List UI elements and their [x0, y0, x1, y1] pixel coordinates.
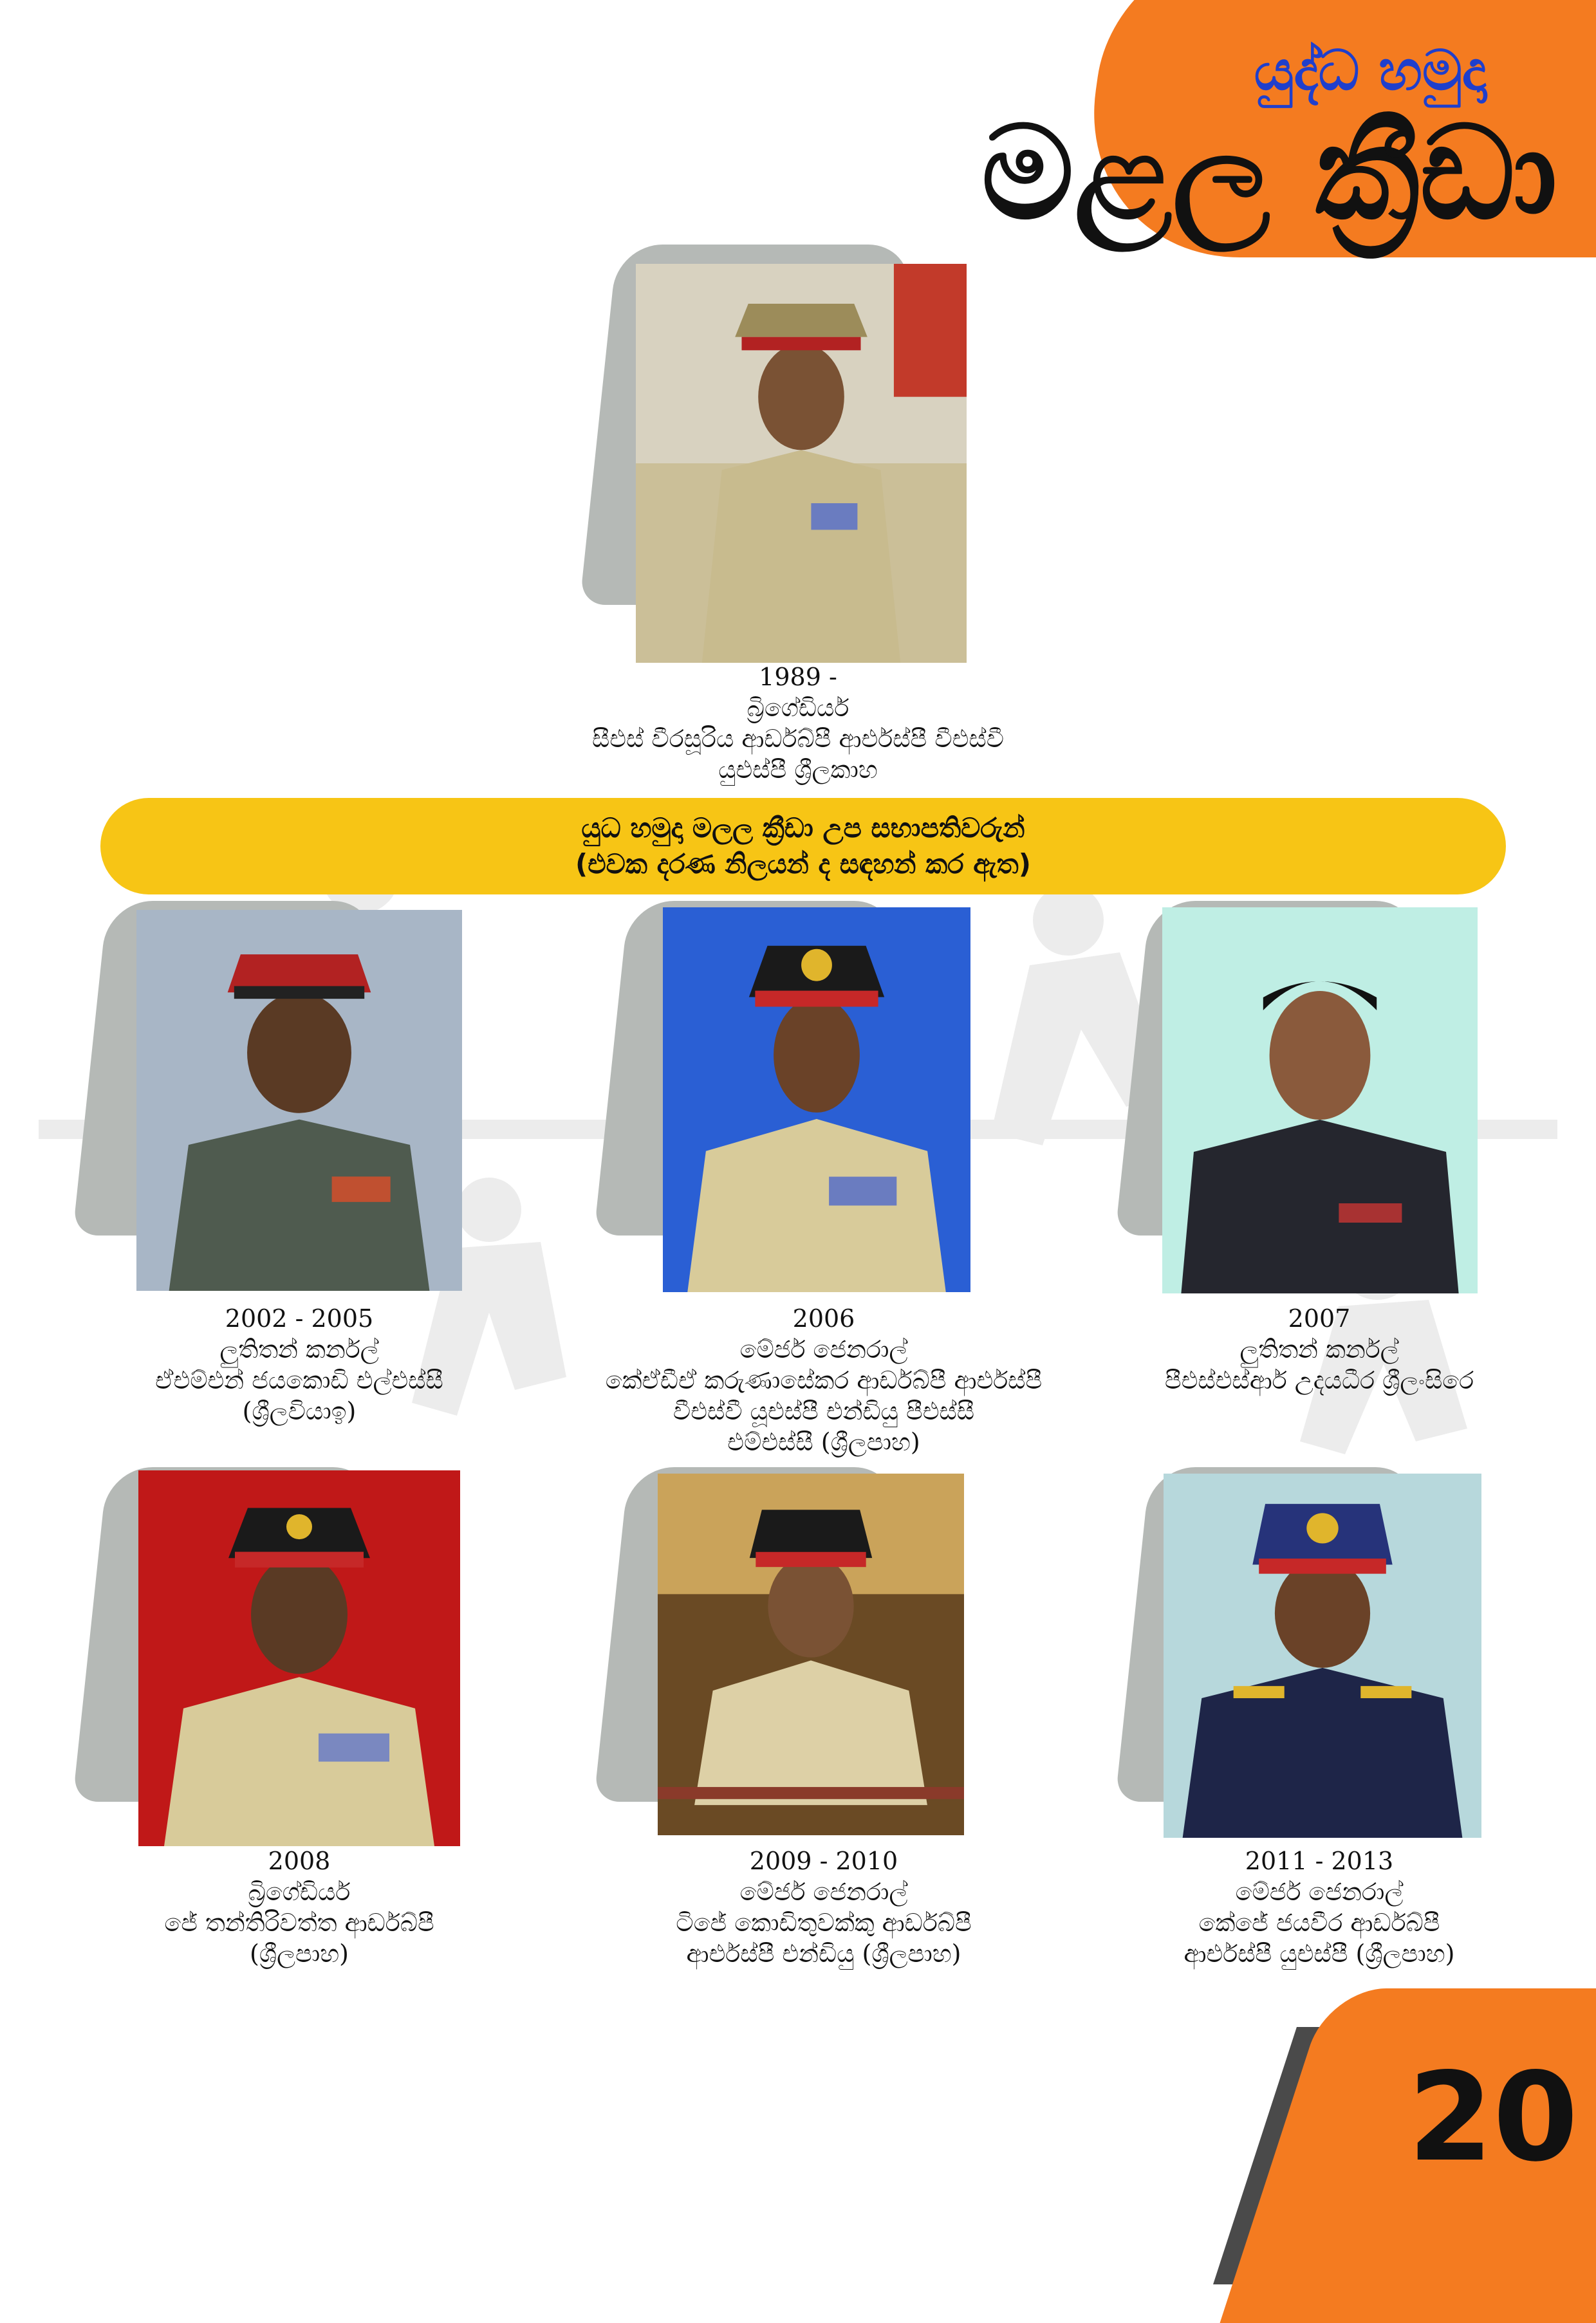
- caption-line: ලුතිතන් කර්නල්: [219, 1335, 379, 1364]
- portrait-photo: [138, 1470, 460, 1846]
- caption-line: කේජේ ජයවීර ආර්ඩබ්පී: [1198, 1909, 1440, 1937]
- header-title: මළල ක්‍රීඩා: [981, 98, 1557, 248]
- years: 2011 - 2013: [1245, 1847, 1394, 1875]
- caption-line: ටිජේ කොඩිතුවක්කු ආර්ඩබ්පී: [676, 1909, 972, 1937]
- caption-line: බ්‍රිගේඩියර්: [248, 1878, 351, 1906]
- section-banner: [100, 798, 1506, 894]
- caption-line: ආර්එස්පී එන්ඩියු (ශ්‍රීලපාහ): [686, 1939, 961, 1968]
- name-line: සීඑස් වීරසූරිය ආර්ඩබ්පී ආර්එස්පී වීඑස්වී: [591, 725, 1005, 753]
- person-caption: [502, 1846, 1146, 1969]
- portrait-photo: [136, 910, 462, 1291]
- caption-line: එම්එස්සී (ශ්‍රීලපාහ): [727, 1428, 920, 1456]
- caption-line: වීඑස්වී යූඑස්පී එන්ඩියු පීඑස්සී: [673, 1397, 975, 1425]
- caption-line: මේජර් ජෙනරාල්: [739, 1878, 908, 1906]
- page-number: 20: [1407, 2046, 1579, 2189]
- portrait-photo: [1162, 907, 1478, 1293]
- banner-line: (එවක දරණ නිලයන් ද සඳහන් කර ඇත): [575, 848, 1031, 880]
- caption-line: ආර්එස්පී යුඑස්පී (ශ්‍රීලපාහ): [1183, 1939, 1455, 1968]
- caption-line: කේඒඩීඒ කරුණාසේකර ආර්ඩබ්පී ආර්එස්පී: [605, 1366, 1043, 1394]
- caption-line: (ශ්‍රීලවියාඉ): [242, 1397, 357, 1425]
- portrait-photo: [1164, 1474, 1481, 1838]
- years: 2002 - 2005: [225, 1304, 374, 1333]
- person-caption: [1094, 1846, 1545, 1969]
- caption-line: ඒඑම්එන් ජයකොඩි එල්එස්සී: [155, 1366, 443, 1394]
- portrait-photo: [658, 1474, 964, 1835]
- portrait-photo: [663, 907, 970, 1292]
- name-line: යුඑස්පී ශ්‍රීලකාහ: [718, 755, 878, 784]
- caption-line: මේජර් ජෙනරාල්: [739, 1335, 908, 1364]
- person-caption: [74, 1303, 524, 1427]
- header-subtitle: යුද්ධ හමුදා: [1254, 39, 1487, 103]
- portrait-photo: [636, 264, 967, 663]
- caption-line: පීඑස්එස්ආර් උදයධීර ශ්‍රීලංසිරෙ: [1164, 1366, 1474, 1394]
- rank: බ්‍රිගේඩියර්: [747, 694, 849, 722]
- years: 2007: [1288, 1304, 1351, 1333]
- caption-line: (ශ්‍රීලපාහ): [250, 1939, 349, 1968]
- person-caption: [1094, 1303, 1545, 1396]
- person-caption: [74, 1846, 524, 1969]
- caption-line: ලුතිතන් කර්නල්: [1239, 1335, 1399, 1364]
- caption-line: මේජර් ජෙනරාල්: [1235, 1878, 1404, 1906]
- years: 2006: [792, 1304, 855, 1333]
- years: 1989 -: [759, 663, 837, 691]
- person-caption: [502, 1303, 1146, 1458]
- years: 2009 - 2010: [749, 1847, 898, 1875]
- top-person-caption: [412, 662, 1184, 785]
- caption-line: ජේ තන්තිරිවත්ත ආර්ඩබ්පී: [164, 1909, 434, 1937]
- years: 2008: [268, 1847, 331, 1875]
- banner-line: යුධ හමුදා මලල ක්‍රීඩා උප සභාපතිවරුන්: [581, 812, 1025, 844]
